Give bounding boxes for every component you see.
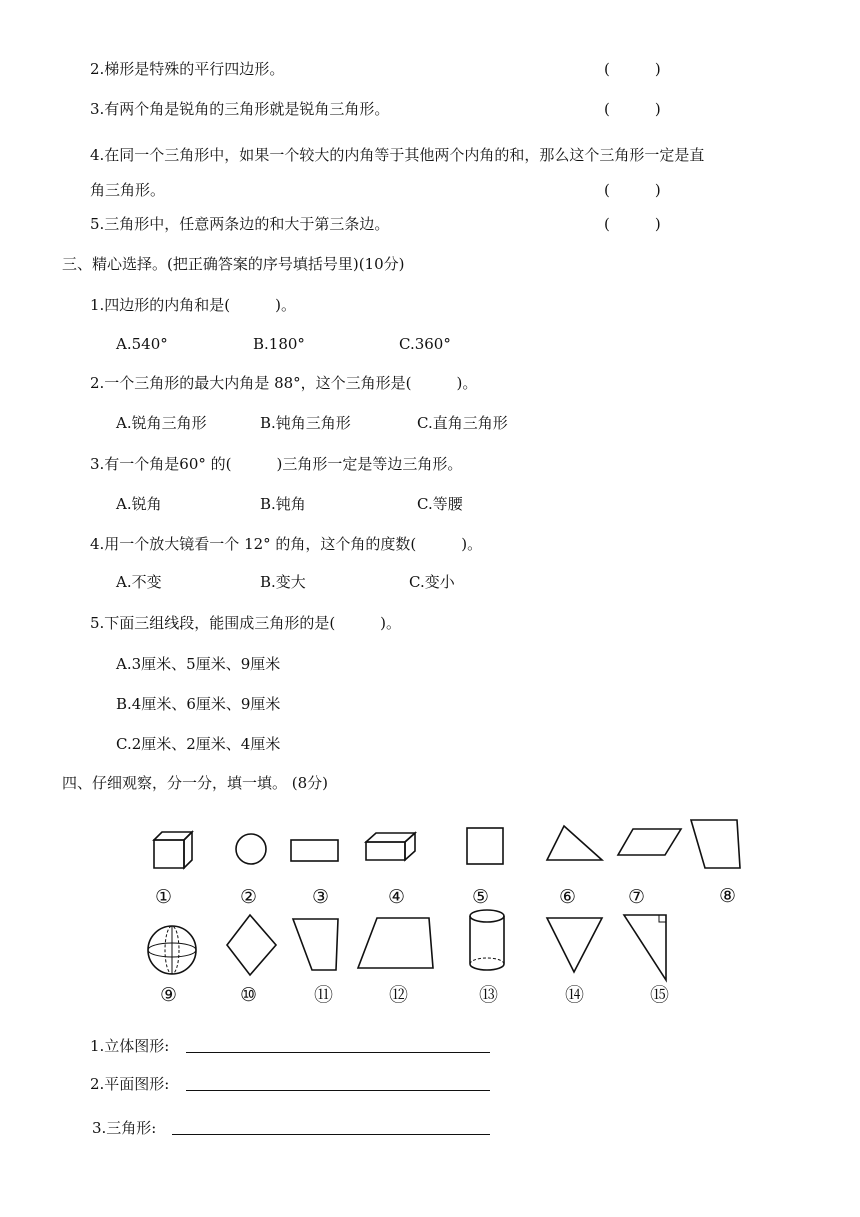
trapezoid-icon [290, 916, 342, 974]
choice-question-4: 4.用一个放大镜看一个 12° 的角，这个角的度数( )。 [90, 535, 483, 553]
fill-label-triangles: 3.三角形: [92, 1119, 157, 1137]
figure-number: ⑦ [628, 886, 646, 908]
figure-number: ⑮ [650, 984, 670, 1006]
figure-number: ⑫ [389, 984, 409, 1006]
option-b[interactable]: B.变大 [260, 573, 306, 591]
right-triangle-icon [620, 912, 670, 984]
option-c[interactable]: C.等腰 [417, 495, 463, 513]
section-heading-choice: 三、精心选择。(把正确答案的序号填括号里)(10分) [62, 255, 405, 273]
figure-number: ⑪ [314, 984, 334, 1006]
figure-number: ⑩ [240, 984, 258, 1006]
fill-label-solid-shapes: 1.立体图形: [90, 1037, 170, 1055]
sphere-icon [146, 924, 200, 978]
figure-number: ① [155, 886, 173, 908]
figure-number: ④ [388, 886, 406, 908]
figure-number: ⑭ [565, 984, 585, 1006]
answer-paren[interactable]: ( ) [604, 60, 661, 78]
parallelogram-icon [615, 826, 685, 860]
circle-icon [234, 832, 270, 868]
trapezoid-icon [688, 816, 744, 872]
answer-blank[interactable] [186, 1052, 490, 1053]
option-a[interactable]: A.锐角 [116, 495, 162, 513]
judge-item-3: 3.有两个角是锐角的三角形就是锐角三角形。 [90, 100, 390, 118]
rectangle-icon [289, 838, 341, 864]
option-a[interactable]: A.锐角三角形 [116, 414, 207, 432]
answer-paren[interactable]: ( ) [604, 215, 661, 233]
option-b[interactable]: B.钝角 [260, 495, 306, 513]
answer-blank[interactable] [186, 1090, 490, 1091]
answer-blank[interactable] [172, 1134, 490, 1135]
option-c[interactable]: C.直角三角形 [417, 414, 508, 432]
choice-question-1: 1.四边形的内角和是( )。 [90, 296, 297, 314]
figure-number: ⑬ [479, 984, 499, 1006]
fill-label-plane-shapes: 2.平面图形: [90, 1075, 170, 1093]
section-heading-observe: 四、仔细观察，分一分，填一填。 (8分) [62, 774, 329, 792]
figure-number: ⑨ [160, 984, 178, 1006]
triangle-icon [544, 914, 606, 976]
judge-item-4-cont: 角三角形。 [90, 181, 166, 199]
answer-paren[interactable]: ( ) [604, 100, 661, 118]
judge-item-5: 5.三角形中，任意两条边的和大于第三条边。 [90, 215, 390, 233]
option-c[interactable]: C.变小 [409, 573, 455, 591]
figure-number: ⑤ [472, 886, 490, 908]
choice-question-2: 2.一个三角形的最大内角是 88°，这个三角形是( )。 [90, 374, 478, 392]
option-a[interactable]: A.540° [116, 335, 168, 353]
judge-item-2: 2.梯形是特殊的平行四边形。 [90, 60, 285, 78]
option-b[interactable]: B.4厘米、6厘米、9厘米 [116, 695, 281, 713]
figure-number: ② [240, 886, 258, 908]
figure-number: ⑥ [559, 886, 577, 908]
option-c[interactable]: C.2厘米、2厘米、4厘米 [116, 735, 281, 753]
square-icon [464, 826, 506, 868]
rhombus-icon [224, 912, 280, 978]
figure-number: ⑧ [719, 885, 737, 907]
option-c[interactable]: C.360° [399, 335, 451, 353]
cube-icon [150, 828, 196, 872]
triangle-icon [544, 824, 606, 864]
option-a[interactable]: A.3厘米、5厘米、9厘米 [116, 655, 281, 673]
option-b[interactable]: B.180° [253, 335, 305, 353]
option-b[interactable]: B.钝角三角形 [260, 414, 351, 432]
cylinder-icon [467, 908, 509, 974]
choice-question-3: 3.有一个角是60° 的( )三角形一定是等边三角形。 [90, 455, 463, 473]
trapezoid-icon [355, 914, 437, 972]
figure-number: ③ [312, 886, 330, 908]
option-a[interactable]: A.不变 [116, 573, 162, 591]
choice-question-5: 5.下面三组线段，能围成三角形的是( )。 [90, 614, 402, 632]
answer-paren[interactable]: ( ) [604, 181, 661, 199]
judge-item-4: 4.在同一个三角形中，如果一个较大的内角等于其他两个内角的和，那么这个三角形一定是直 [90, 146, 705, 164]
cuboid-icon [363, 830, 419, 864]
